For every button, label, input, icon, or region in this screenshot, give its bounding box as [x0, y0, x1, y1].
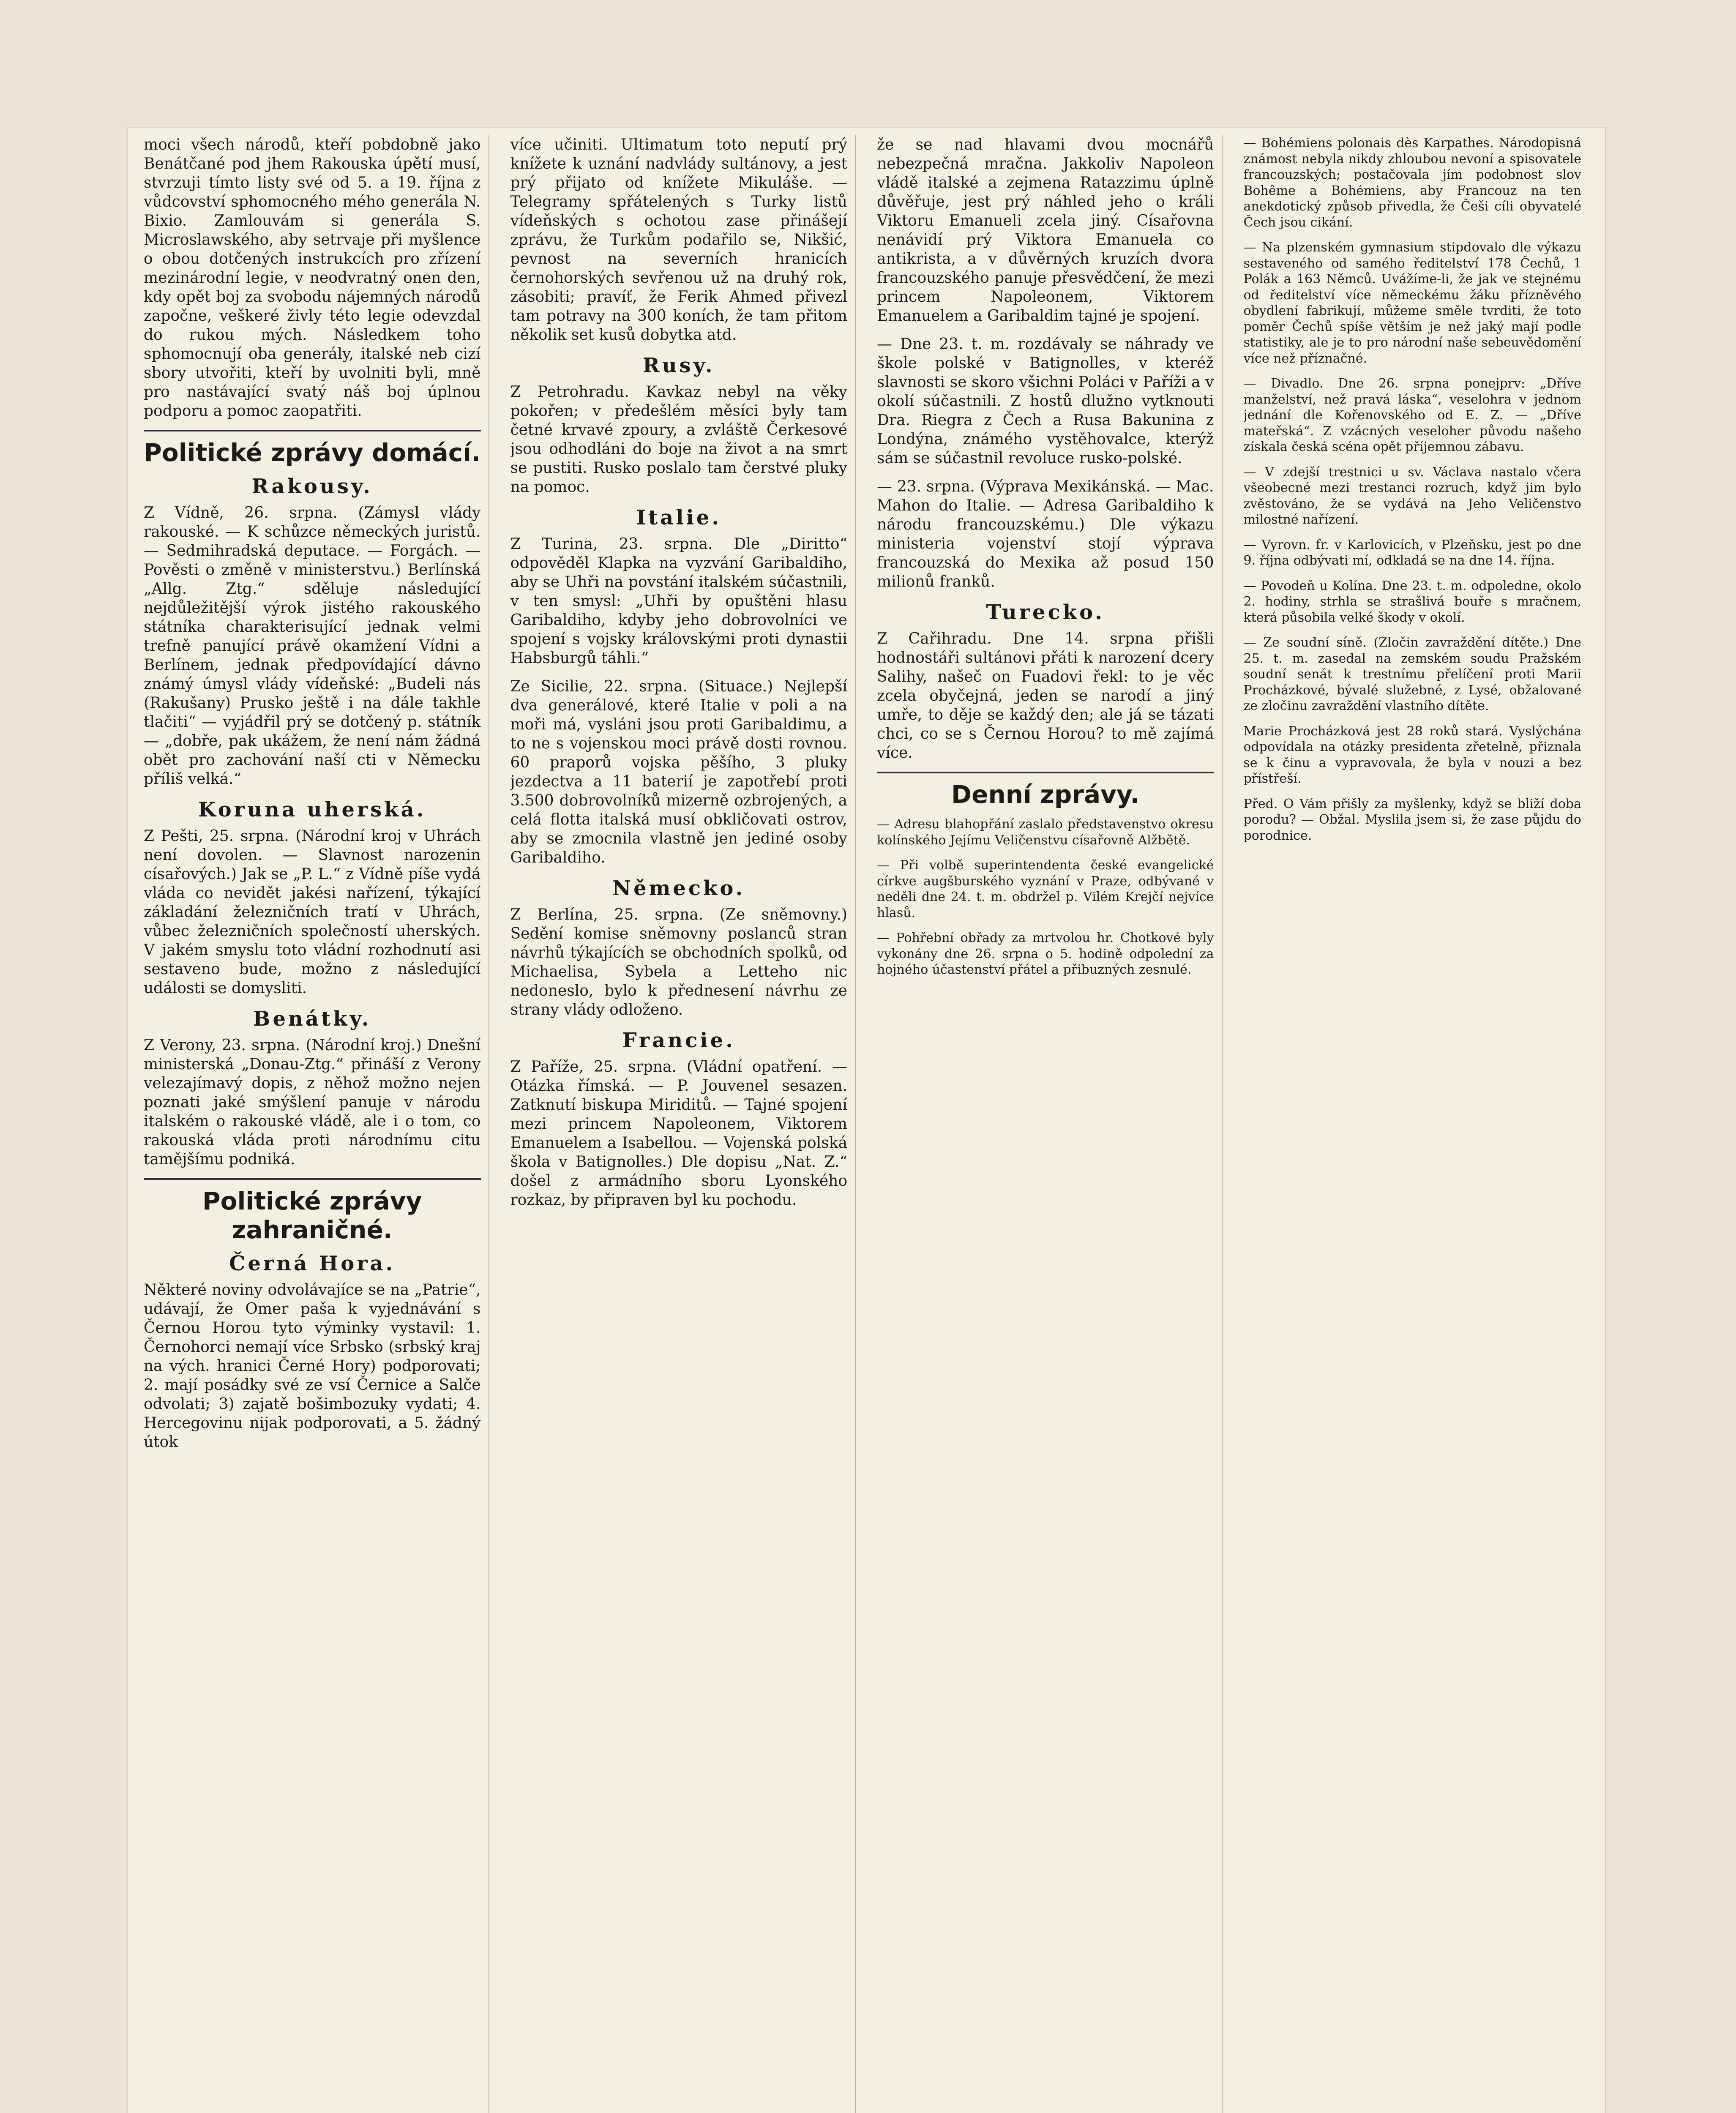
- subheading-italy: Italie.: [636, 506, 721, 530]
- column-3: [877, 135, 1223, 2113]
- subheading-germany: Německo.: [612, 876, 745, 900]
- section-title-domestic: Politické zprávy domácí.: [144, 430, 481, 467]
- column-4: [1244, 135, 1589, 2113]
- section-title-daily-news: Denní zprávy.: [877, 772, 1214, 809]
- news-karlovice: — Vyrovn. fr. v Karlovicích, v Plzeňsku, jest po dne 9. října odbývati mí, odkladá se na dne 14. října.: [1243, 537, 1581, 568]
- subheading-turkey: Turecko.: [986, 601, 1105, 624]
- newspaper-page: [127, 127, 1606, 2113]
- subheading-france: Francie.: [622, 1029, 735, 1052]
- subheading-venice: Benátky.: [253, 1007, 371, 1031]
- article-berlin: Z Berlína, 25. srpna. (Ze sněmovny.) Sedění komise sněmovny poslanců stran návrhů týkajících se obchodních spolků, od Michaelisa, Sybela a Letteho nic nedoneslo, bylo k přednesení návrhu ze strany vlády odloženo.: [510, 906, 847, 1018]
- article-sicily: Ze Sicilie, 22. srpna. (Situace.) Nejlepší dva generálové, které Italie v poli a na moři má, vysláni jsou proti Garibaldimu, a to ne s vojenskou moci právě dosti rovnou. 60 praporů vojska pěšího, 3 pluky jezdectva a 11 baterií je zapotřebí proti 3.500 dobrovolníků mizerně ozbrojených, a celá flotta italská musí obkličovati ostrov, aby se zmocnila vlastně jen jediné osoby Garibaldiho.: [510, 678, 847, 866]
- column-2: [510, 135, 856, 2113]
- subheading-montenegro: Černá Hora.: [229, 1252, 396, 1275]
- news-prison: — V zdejší trestnici u sv. Václava nastalo včera všeobecné mezi trestanci rozruch, když jim bylo zvěstováno, že se vydává na Jeho Veličenstvo milostné nařízení.: [1243, 464, 1581, 527]
- article-pest: Z Pešti, 25. srpna. (Národní kroj v Uhrách není dovolen. — Slavnost narozenin císařových.) Jak se „P. L.“ z Vídně píše vydá vláda co nevidět jakési nařízení, týkající základání železničních tratí v Uhrách, vůbec železničních společností uherských. V jakém smyslu toto vládní rozhodnutí asi sestaveno bude, možno z následující události se domysliti.: [144, 827, 481, 997]
- column-1: [144, 135, 489, 2113]
- article-mexico-expedition: — 23. srpna. (Výprava Mexikánská. — Mac. Mahon do Italie. — Adresa Garibaldiho k národu francouzskému.) Dle výkazu ministeria vojenství stojí výprava francouzská do Mexika až posud 150 milionů franků.: [877, 478, 1214, 590]
- section-title-foreign: Politické zprávy zahraničné.: [144, 1178, 481, 1244]
- subheading-russia: Rusy.: [642, 354, 715, 377]
- news-superintendent-election: — Při volbě superintendenta české evangelické církve augšburského vyznání v Praze, odbývané v neděli dne 24. t. m. obdržel p. Vilém Krejčí nejvíce hlasů.: [877, 858, 1214, 920]
- news-court-defendant: Marie Procházková jest 28 roků stará. Vyslýchána odpovídala na otázky presidenta zřetelně, přiznala se k činu a vypravovala, že byla v nouzi a bez přístřeší.: [1243, 723, 1581, 786]
- article-paris: Z Paříže, 25. srpna. (Vládní opatření. — Otázka římská. — P. Jouvenel sesazen. Zatknutí biskupa Miriditů. — Tajné spojení mezi princem Napoleonem, Viktorem Emanuelem a Isabellou. — Vojenská polská škola v Batignolles.) Dle dopisu „Nat. Z.“ došel z armádního sboru Lyonského rozkaz, by připraven byl ku pochodu.: [510, 1058, 847, 1209]
- news-theatre: — Divadlo. Dne 26. srpna ponejprv: „Dříve manželství, než pravá láska“, veselohra v jednom jednání dle Kořenovského od E. Z. — „Dříve mateřská“. Z vzácných veseloher původu našeho získala česká scéna opět příjemnou zábavu.: [1243, 376, 1581, 454]
- news-plzen-gymnasium: — Na plzenském gymnasium stipdovalo dle výkazu sestaveného od samého ředitelství 178 Čechů, 1 Polák a 163 Němců. Uvážíme-li, že jak ve stejnému od ředitelství více německému žáku přízněvého obydlení fabrikují, můžeme směle tvrditi, že toto poměr Čechů spíše větším je než jaký mají podle statistiky, ale je to pro národní naše sebeuvědomění více než příznačné.: [1243, 240, 1581, 366]
- article-montenegro-continued: více učiniti. Ultimatum toto neputí prý knížete k uznání nadvlády sultánovy, a jest prý přijato od knížete Mikuláše. — Telegramy spřátelených s Turky listů vídeňských s ochotou zase přinášejí zprávu, že Turkům podařilo se, Nikšić, pevnost na severních hranicích černohorských sevřenou už na druhý rok, zásobiti; pravíť, že Ferik Ahmed přivezl tam potravy na 300 koních, že tam přitom několik set kusů dobytka atd.: [510, 136, 847, 344]
- news-address: — Adresu blahopřání zaslalo představenstvo okresu kolínského Jejímu Veličenstvu císařovně Alžbětě.: [877, 817, 1214, 848]
- subheading-hungary: Koruna uherská.: [198, 798, 426, 822]
- article-petrograd: Z Petrohradu. Kavkaz nebyl na věky pokořen; v předešlém měsíci byly tam četné krvavé zpoury, a zvláště Čerkesové jsou odhodláni do boje na život a na smrt se pustiti. Rusko poslalo tam čerstvé pluky na pomoc.: [510, 383, 847, 496]
- subheading-austria: Rakousy.: [251, 475, 373, 498]
- article-turin: Z Turina, 23. srpna. Dle „Diritto“ odpověděl Klapka na vyzvání Garibaldiho, aby se Uhři na povstání italském súčastnili, v ten smysl: „Uhři by opuštěni hlasu Garibaldiho, kdyby jeho dobrovolníci ve spojení s vojsky královskými proti dynastii Habsburgů táhli.“: [510, 535, 847, 667]
- news-bohemiens: — Bohémiens polonais dès Karpathes. Národopisná známost nebyla nikdy zhloubou nevoní a spisovatele francouzských; postačovala jím podobnost slov Bohême a Bohémiens, aby Francouz na ten anekdotický způsob přivedla, že Češi cíli obyvatelé Čech jsou cikání.: [1243, 136, 1581, 230]
- article-vienna: Z Vídně, 26. srpna. (Zámysl vlády rakouské. — K schůzce německých juristů. — Sedmihradská deputace. — Forgách. — Pověsti o změně v ministerstvu.) Berlínská „Allg. Ztg.“ sděluje následující nejdůležitější výrok jistého rakouského státníka charakterisující jednak velmi trefně panující právě okamžení Vídni a Berlínem, jednak předpovídající dávno známý úmysl vlády vídeňské: „Budeli nás (Rakušany) Prusko ještě i na dále takhle tlačiti“ — vyjádřil prý se dotčený p. státník — „dobře, pak ukážem, že není nám žádná obět pro zachování naší cti v Německu příliš velká.“: [144, 504, 481, 788]
- news-flood-kolin: — Povodeň u Kolína. Dne 23. t. m. odpoledne, okolo 2. hodiny, strhla se strašlivá bouře s mračnem, která působila velké škody v okolí.: [1243, 578, 1581, 625]
- news-funeral: — Pohřební obřady za mrtvolou hr. Chotkové byly vykonány dne 26. srpna o 5. hodině odpolední za hojného účastenství přátel a přibuzných zesnulé.: [877, 931, 1214, 977]
- article-constantinople: Z Cařihradu. Dne 14. srpna přišli hodnostáři sultánovi přáti k narození dcery Salihy, našeč on Fuadovi řekl: to je věc zcela obyčejná, jeden se narodí a jiný umře, to děje se každý den; ale já se tázati chci, co se s Černou Horou? to mě zajímá více.: [877, 630, 1214, 762]
- intro-paragraph: moci všech národů, kteří pobdobně jako Benátčané pod jhem Rakouska úpětí musí, stvrzuji tímto listy své od 5. a 19. října z vůdcovství sphomocného mého generála N. Bixio. Zamlouvám si generála S. Microslawského, aby setrvaje při myšlence o obou dotčených instrukcích pro zřízení mezinárodní legie, v neodvratný onen den, kdy opět boj za svobodu nájemných národů započne, veškeré živly této legie odevzdal do rukou mých. Následkem toho sphomocnují oba generály, italské neb cizí sbory utvořiti, kteří by uvolniti byli, mně pro nastávající svatý náš boj úplnou podporu a pomoc zaopatřiti.: [144, 136, 481, 420]
- article-paris-continued: že se nad hlavami dvou mocnářů nebezpečná mračna. Jakkoliv Napoleon vládě italské a zejmena Ratazzimu úplně důvěřuje, jest prý náhled jeho o králi Viktoru Emanueli zcela jiný. Císařovna nenávidí prý Viktora Emanuela co antikrista, a v důvěrných kruzích dvora francouzského panuje přesvědčení, že mezi princem Napoleonem, Viktorem Emanuelem a Garibaldim tajné je spojení.: [877, 136, 1214, 325]
- article-montenegro: Některé noviny odvolávajíce se na „Patrie“, udávají, že Omer paša k vyjednávání s Černou Horou tyto výminky vystavil: 1. Černohorci nemají více Srbsko (srbský kraj na vých. hranici Černé Hory) podporovati; 2. mají posádky své ze vsí Černice a Salče odvolati; 3) zajatě bošimbozuky vydati; 4. Hercegovinu nijak podporovati, a 5. žádný útok: [144, 1281, 481, 1451]
- article-batignolles: — Dne 23. t. m. rozdávaly se náhrady ve škole polské v Batignolles, v kteréž slavnosti se skoro všichni Poláci v Paříži a v okolí súčastnili. Z hostů dlužno vytknouti Dra. Riegra z Čech a Rusa Bakunina z Londýna, známého vystěhovalce, kterýž sám se súčastnil revoluce rusko-polské.: [877, 336, 1214, 467]
- news-court: — Ze soudní síně. (Zločin zavraždění dítěte.) Dne 25. t. m. zasedal na zemském soudu Pražském soudní senát k trestnímu přelíčení proti Marii Procházkové, bývalé služebné, z Lysé, obžalované ze zločinu zavraždění vlastního dítěte.: [1243, 635, 1581, 713]
- news-court-dialogue: Před. O Vám přišly za myšlenky, když se bliží doba porodu? — Obžal. Myslila jsem si, že zase půjdu do porodnice.: [1243, 796, 1581, 843]
- article-verona: Z Verony, 23. srpna. (Národní kroj.) Dnešní ministerská „Donau-Ztg.“ přináší z Verony velezajímavý dopis, z něhož možno nejen poznati jaké smýšlení panuje v národu italském o rakouské vládě, ale i o tom, co rakouská vláda proti národnímu citu tamějšímu podniká.: [144, 1037, 481, 1168]
